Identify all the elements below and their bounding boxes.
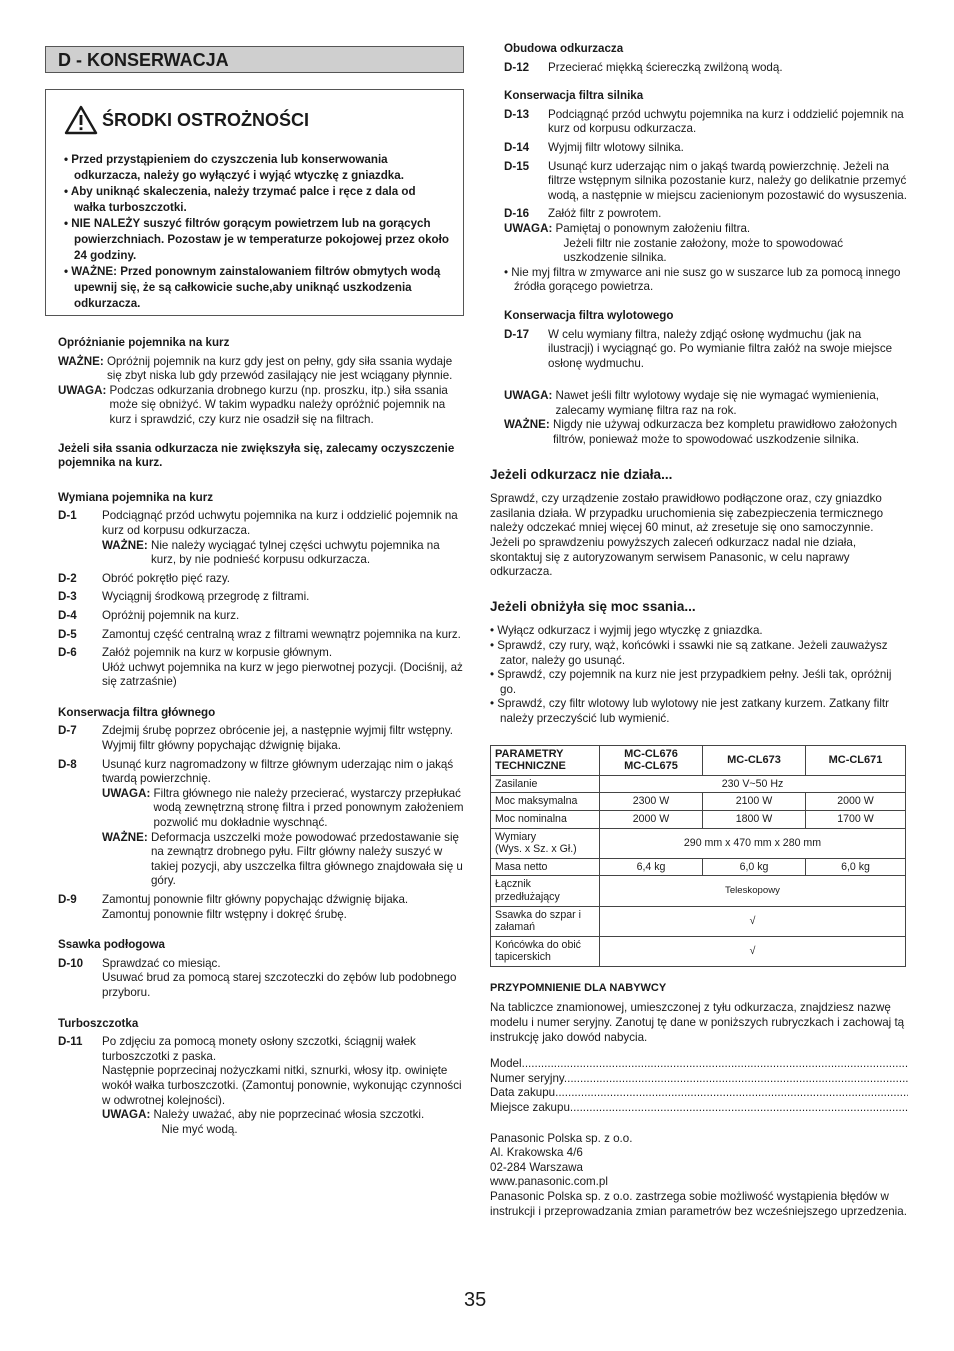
step-number: D-17 [504,327,530,341]
spec-value: 1700 W [806,810,906,828]
step-text: Usuwać brud za pomocą starej szczoteczki do zębów lub podobnego przyboru. [102,971,457,999]
note-label: WAŻNE: [504,418,553,432]
caution-list [64,152,449,312]
step-text: Załóż pojemnik na kurz w korpusie głównym. [102,646,333,660]
step-d14 [504,141,908,156]
page-number: 35 [464,1289,487,1311]
step-d9 [58,893,464,922]
step-d13 [504,108,908,137]
note-text: Nie należy wyciągać tylnej części uchwytu pojemnika na kurz, by nie podnieść korpusu odkurzacza. [150,538,440,567]
note-label: UWAGA: [504,221,556,235]
step-text: Zdejmij śrubę poprzez obrócenie jej, a następnie wyjmij filtr wstępny. [102,724,453,738]
low-suction-title: Jeżeli obniżyła się moc ssania... [490,598,696,614]
note-text: Pamiętaj o ponownym założeniu filtra. [555,221,751,235]
spec-label: Moc nominalna [491,810,600,828]
d16-note [504,222,908,266]
floor-title: Ssawka podłogowa [58,938,165,952]
field-serial[interactable]: Numer seryjny. ..... [490,1072,908,1087]
company-website[interactable]: www.panasonic.com.pl [490,1175,608,1189]
not-working-title: Jeżeli odkurzacz nie działa... [490,466,673,482]
low-suction-item: • Sprawdź, czy pojemnik na kurz nie jest przypadkiem pełny. Jeśli tak, opróżnij go. [490,668,892,696]
step-text: Usunąć kurz uderzając nim o jakąś twardą powierzchnię. Jeżeli na filtrze wstępnym silnika pozostanie kurz, należy go delikatnie przemyć wodą, a następnie w miejscu zacienionym pozostawić do wysuszenia. [548,159,907,202]
note-text: Należy uważać, aby nie poprzecinać włosia szczotki. [153,1108,425,1122]
step-d7 [58,724,464,753]
step-number: D-4 [58,608,77,622]
caution-item: • Aby uniknąć skaleczenia, należy trzymać palce i ręce z dala od wałka turboszczotki. [64,185,416,214]
step-number: D-13 [504,107,530,121]
spec-model-b: MC-CL673 [703,745,806,775]
step-d15 [504,160,908,204]
step-d3 [58,590,464,605]
step-number: D-10 [58,956,84,970]
table-row [491,793,906,811]
spec-value: 6,4 kg [600,858,703,876]
company-line: 02-284 Warszawa [490,1160,584,1174]
disclaimer: Panasonic Polska sp. z o.o. zastrzega sobie możliwość wystąpienia błędów w instrukcji i przeprowadzania zmian parametrów bez wcześniejszego uprzedzenia. [490,1190,907,1218]
table-row [491,858,906,876]
step-text: Sprawdzać co miesiąc. [102,956,221,970]
spec-value: 2300 W [600,793,703,811]
caution-item: • NIE NALEŻY suszyć filtrów gorącym powietrzem lub na gorących powierzchniach. Pozostaw je w temperaturze pokojowej przez około 24 godziny. [64,217,449,262]
housing-title: Obudowa odkurzacza [504,42,624,55]
step-text: Obróć pokrętło pięć razy. [102,571,231,585]
spec-label: Zasilanie [491,775,600,793]
motor-filter-title: Konserwacja filtra silnika [504,89,644,103]
spec-label: Wymiary (Wys. x Sz. x Gł.) [491,828,600,858]
spec-label: Ssawka do szpar i załamań [491,906,600,936]
note-text: Podczas odkurzania drobnego kurzu (np. proszku, itp.) siła ssania może się obniżyć. W takim wypadku należy opróżnić pojemnik na kurz i sprawdzić, czy kurz nie osadził się na filtrach. [109,383,448,426]
spec-header-label: PARAMETRY TECHNICZNE [491,745,600,775]
step-number: D-8 [58,757,77,771]
spec-label: Końcówka do obić tapicerskich [491,936,600,966]
note-label: UWAGA: [58,383,110,397]
caution-box [45,89,464,316]
not-working-text: Sprawdź, czy urządzenie zostało prawidłowo podłączone oraz, czy gniazdko zasilania działa. W przypadku uruchomienia się zabezpieczenia termicznego należy odczekać mniej więcej 60 minut, aż zresetuje się ono samoczynnie. [490,492,884,535]
step-d17 [504,328,908,372]
spec-label: Moc maksymalna [491,793,600,811]
step-text: Wyjmij filtr główny popychając dźwignię bijaka. [102,739,341,753]
spec-label: Łącznik przedłużający [491,876,600,906]
company-line: Al. Krakowska 4/6 [490,1146,583,1160]
step-text: Po zdjęciu za pomocą monety osłony szczotki, ściągnij wałek turboszczotki z paska. [102,1035,416,1063]
exhaust-note [504,418,908,447]
step-number: D-15 [504,159,530,173]
table-row [491,876,906,906]
step-text: Opróżnij pojemnik na kurz. [102,608,240,622]
spec-model-a: MC-CL676 MC-CL675 [600,745,703,775]
field-model[interactable]: Model. ..... [490,1057,908,1072]
step-text: Załóż filtr z powrotem. [548,207,662,221]
step-text: Wyciągnij środkową przegrodę z filtrami. [102,590,310,604]
note-text: Nie myć wodą. [161,1122,238,1136]
replace-title: Wymiana pojemnika na kurz [58,490,214,504]
spec-value: 2000 W [600,810,703,828]
step-text: Podciągnąć przód uchwytu pojemnika na kurz i oddzielić pojemnik na kurz od korpusu odkurzacza. [548,107,904,136]
step-d11 [58,1035,464,1137]
step-text: Zamontuj część centralną wraz z filtrami wewnątrz pojemnika na kurz. [102,627,461,641]
reminder-text: Na tabliczce znamionowej, umieszczonej z tyłu odkurzacza, znajdziesz nazwę modelu i numer seryjny. Zanotuj tę dane w poniższych rubryczkach i zachowaj tą instrukcję jako dowód nabycia. [490,1001,905,1044]
spec-model-c: MC-CL671 [806,745,906,775]
table-row [491,828,906,858]
caution-title-row [64,100,449,140]
note-label: WAŻNE: [102,830,151,844]
table-row [491,810,906,828]
spec-label: Masa netto [491,858,600,876]
note-label: WAŻNE: [58,354,107,368]
spec-value: √ [600,936,906,966]
motor-bullet: • Nie myj filtra w zmywarce ani nie susz go w suszarce lub za pomocą innego źródła gorącego powietrza. [504,265,901,294]
step-d10 [58,957,464,1001]
left-column [45,46,464,1141]
step-number: D-11 [58,1035,83,1049]
step-d2 [58,572,464,587]
low-suction-item: • Wyłącz odkurzacz i wyjmij jego wtyczkę z gniazdka. [490,624,763,638]
emptying-note [58,355,464,384]
not-working-text: Jeżeli po sprawdzeniu powyższych zaleceń odkurzacz nadal nie działa, skontaktuj się z autoryzowanym serwisem Panasonic, w celu naprawy odkurzacza. [490,536,857,579]
step-d1 [58,509,464,567]
step-number: D-14 [504,140,530,154]
step-d5 [58,628,464,643]
note-label: UWAGA: [102,1108,154,1122]
spec-value: 230 V~50 Hz [600,775,906,793]
low-suction-item: • Sprawdź, czy rury, wąż, końcówki i ssawki nie są zatkane. Jeżeli zauważysz zator, należy go usunąć. [490,639,888,667]
note-label: WAŻNE: [102,538,151,552]
main-filter-title: Konserwacja filtra głównego [58,705,216,719]
caution-item: • Przed przystąpieniem do czyszczenia lub konserwowania odkurzacza, należy go wyłączyć i wyjąć wtyczkę z gniazdka. [64,153,404,182]
note-label: UWAGA: [504,389,556,403]
spec-value: Teleskopowy [600,876,906,906]
caution-title: ŚRODKI OSTROŻNOŚCI [102,109,310,130]
spec-value: 6,0 kg [806,858,906,876]
note-text: Nigdy nie używaj odkurzacza bez kompletu prawidłowo założonych filtrów, ponieważ może to spowodować uszkodzenie silnika. [552,418,898,447]
step-d8 [58,758,464,889]
company-line: Panasonic Polska sp. z o.o. [490,1131,633,1145]
note-label: UWAGA: [102,786,154,800]
exhaust-filter-title: Konserwacja filtra wylotowego [504,308,674,322]
table-row [491,936,906,966]
step-d12 [504,61,908,76]
reminder-title: PRZYPOMNIENIE DLA NABYWCY [490,981,667,994]
step-text: Zamontuj ponownie filtr wstępny i dokręć śrubę. [102,907,347,921]
step-text: Następnie poprzecinaj nożyczkami nitki, sznurki, włosy itp. owinięte wokół wałka turboszczotki. (Zamontuj ponownie, wykonując czynności w odwrotnej kolejności). [102,1064,462,1107]
low-suction-item: • Sprawdź, czy filtr wlotowy lub wylotowy nie jest zatkany kurzem. Zatkany filtr należy przeczyścić lub wymienić. [490,697,890,725]
right-column [490,42,908,1219]
step-number: D-6 [58,646,77,660]
step-number: D-7 [58,724,77,738]
left-body [45,316,464,1137]
step-text: Usunąć kurz nagromadzony w filtrze głównym uderzając nim o jakąś twardą powierzchnię. [102,757,454,786]
step-text: Przecierać miękką ściereczką zwilżoną wodą. [548,60,783,74]
note-text: Nawet jeśli filtr wylotowy wydaje się nie wymagać wymienienia, zalecamy wymianę filtra raz na rok. [555,389,879,417]
step-number: D-1 [58,509,77,523]
step-d16 [504,207,908,222]
field-date[interactable]: Data zakupu. ..... [490,1086,908,1101]
table-row [491,906,906,936]
step-text: W celu wymiany filtra, należy zdjąć osłonę wydmuchu (jak na ilustracji) i wyciągnąć go. Po wymianie filtra załóż na swoje miejsce osłonę wydmuchu. [548,327,893,370]
step-text: Podciągnąć przód uchwytu pojemnika na kurz i oddzielić pojemnik na kurz od korpusu odkurzacza. [102,509,458,537]
step-text: Wyjmij filtr wlotowy silnika. [548,140,684,154]
warning-triangle-icon [64,105,98,135]
step-number: D-3 [58,590,77,604]
spec-value: 2000 W [806,793,906,811]
spec-value: 290 mm x 470 mm x 280 mm [600,828,906,858]
field-place[interactable]: Miejsce zakupu. ..... [490,1101,908,1116]
step-text: Zamontuj ponownie filtr główny popychając dźwignię bijaka. [102,893,409,906]
spec-table [490,745,906,967]
step-number: D-5 [58,627,77,641]
step-number: D-16 [504,207,530,221]
step-number: D-9 [58,893,77,906]
spec-value: 2100 W [703,793,806,811]
step-number: D-12 [504,60,530,74]
exhaust-note [504,389,908,418]
note-text: Filtra głównego nie należy przecierać, wystarczy przepłukać wodą zewnętrzną stronę filtra i przed ponownym założeniem pozwolić mu dokładnie wyschnąć. [153,786,464,830]
note-text: Jeżeli filtr nie zostanie założony, może to spowodować uszkodzenie silnika. [563,236,843,265]
spec-value: 1800 W [703,810,806,828]
step-text: Ułóż uchwyt pojemnika na kurz w jego pierwotnej pozycji. (Dociśnij, aż się zatrzaśnie) [102,660,463,689]
caution-item: • WAŻNE: Przed ponownym zainstalowaniem filtrów obmytych wodą upewnij się, że są całkowicie suche,aby uniknąć uszkodzenia odkurzacza. [64,265,441,310]
spec-value: 6,0 kg [703,858,806,876]
turbo-title: Turboszczotka [58,1016,139,1030]
note-text: Opróżnij pojemnik na kurz gdy jest on pełny, gdy siła ssania wydaje się zbyt niska lub gdy przewód zasilający nie jest wciągany płynnie. [106,354,453,383]
step-d4 [58,609,464,624]
emptying-title: Opróżnianie pojemnika na kurz [58,336,230,349]
section-header: D - KONSERWACJA [45,46,464,73]
table-row [491,775,906,793]
emptying-note [58,384,464,428]
suction-note: Jeżeli siła ssania odkurzacza nie zwiększyła się, zalecamy oczyszczenie pojemnika na kurz. [58,441,455,470]
spec-value: √ [600,906,906,936]
note-text: Deformacja uszczelki może powodować przedostawanie się na zewnątrz drobnego pyłu. Filtr główny należy suszyć w takiej pozycji, aby uszczelka filtra głównego znajdowała się u góry. [150,830,463,888]
step-number: D-2 [58,571,77,585]
step-d6 [58,646,464,690]
